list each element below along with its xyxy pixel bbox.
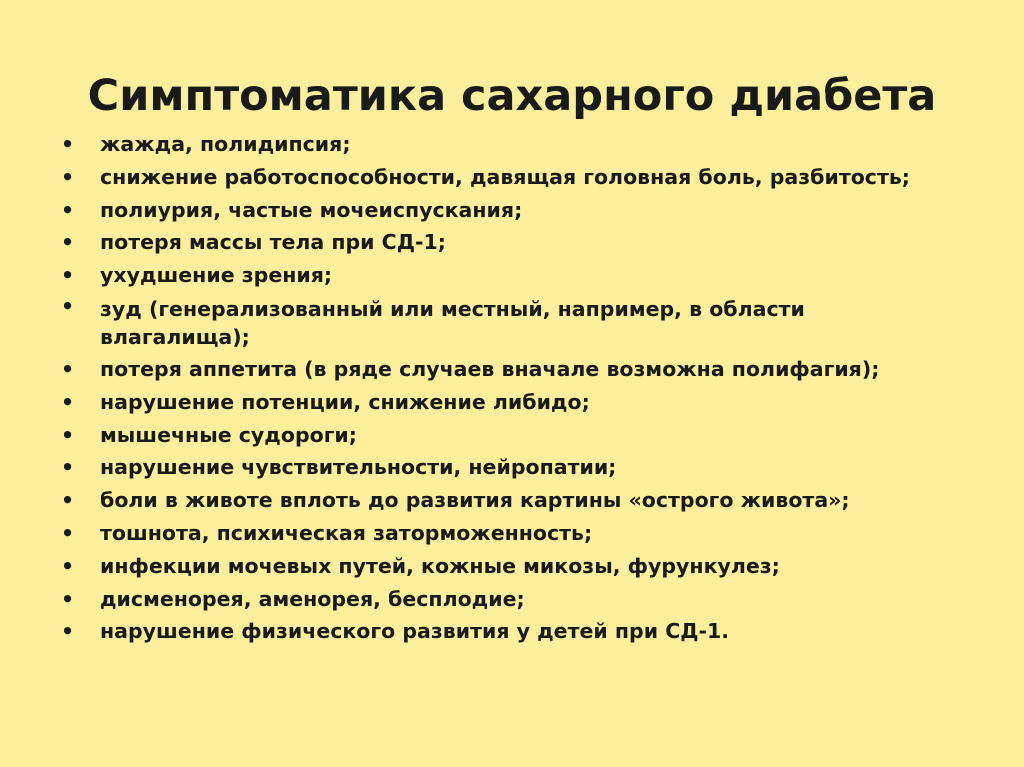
- list-item: [60, 583, 940, 616]
- list-item-text: тошнота, психическая заторможенность;: [100, 520, 593, 545]
- list-item-text: снижение работоспособности, давящая головная боль, разбитость;: [100, 164, 910, 189]
- bullet-icon: •: [61, 488, 75, 513]
- list-item: [60, 615, 940, 648]
- slide-title: Симптоматика сахарного диабета: [87, 71, 937, 121]
- bullet-icon: •: [61, 356, 75, 381]
- list-item-text: потеря массы тела при СД-1;: [100, 230, 446, 255]
- bullet-icon: •: [61, 230, 75, 255]
- list-item-text: потеря аппетита (в ряде случаев вначале возможна полифагия);: [100, 356, 880, 381]
- bullet-icon: •: [61, 520, 75, 545]
- bullet-icon: •: [61, 197, 75, 222]
- list-item-text: зуд (генерализованный или местный, например, в области влагалища);: [100, 296, 805, 349]
- bullet-icon: •: [61, 455, 75, 480]
- list-item: [60, 484, 940, 517]
- bullet-icon: •: [61, 422, 75, 447]
- list-item-text: полиурия, частые мочеиспускания;: [100, 197, 523, 222]
- bullet-icon: •: [61, 389, 75, 414]
- bullet-icon: •: [61, 263, 75, 288]
- list-item-text: инфекции мочевых путей, кожные микозы, фурункулез;: [100, 553, 780, 578]
- list-item-text: мышечные судороги;: [100, 422, 357, 447]
- list-item-text: жажда, полидипсия;: [100, 132, 351, 156]
- list-item: [60, 292, 940, 353]
- list-item: [60, 259, 940, 292]
- bullet-icon: •: [61, 619, 75, 644]
- list-item-text: боли в животе вплоть до развития картины «острого живота»;: [100, 488, 850, 513]
- bullet-icon: •: [61, 132, 75, 156]
- bullet-icon: •: [61, 553, 75, 578]
- list-item-text: дисменорея, аменорея, бесплодие;: [100, 586, 525, 611]
- bullet-icon: •: [61, 164, 75, 189]
- list-item: [60, 161, 940, 194]
- list-item: [60, 550, 940, 583]
- list-item-text: нарушение чувствительности, нейропатии;: [100, 455, 617, 480]
- bullet-icon: •: [61, 586, 75, 611]
- list-item: [60, 128, 940, 161]
- list-item: [60, 517, 940, 550]
- symptom-list: [60, 128, 940, 648]
- list-item: [60, 386, 940, 419]
- list-item: [60, 194, 940, 227]
- list-item: [60, 226, 940, 259]
- list-item: [60, 419, 940, 452]
- bullet-icon: •: [61, 293, 75, 318]
- list-item-text: нарушение потенции, снижение либидо;: [100, 389, 590, 414]
- list-item-text: нарушение физического развития у детей при СД-1.: [100, 619, 730, 644]
- list-item: [60, 353, 940, 386]
- list-item-text: ухудшение зрения;: [100, 263, 333, 288]
- list-item: [60, 451, 940, 484]
